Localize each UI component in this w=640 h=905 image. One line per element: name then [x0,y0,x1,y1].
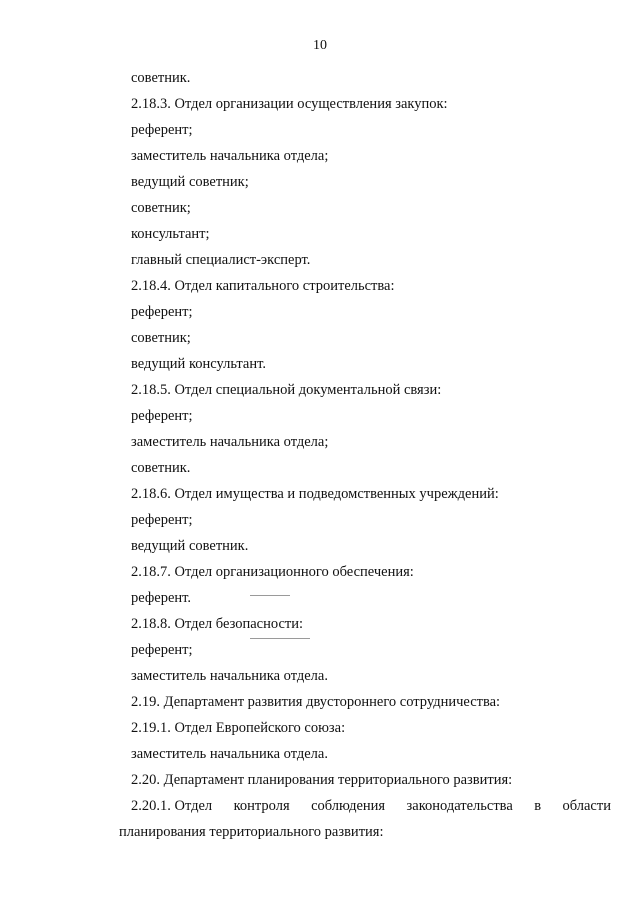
document-line: 2.18.7. Отдел организационного обеспечения: [131,564,414,580]
paragraph-word: законодательства [406,798,513,814]
document-line: 2.19. Департамент развития двустороннего сотрудничества: [131,694,501,710]
document-line: референт; [131,512,193,528]
document-line: заместитель начальника отдела; [131,434,329,450]
document-line: 2.18.6. Отдел имущества и подведомственных учреждений: [131,486,499,502]
document-line: референт; [131,122,193,138]
document-body [119,70,611,840]
document-line: референт; [131,408,193,424]
document-line: заместитель начальника отдела. [131,668,328,684]
paragraph-word: соблюдения [311,798,386,814]
document-line: ведущий советник; [131,174,249,190]
document-line: советник; [131,330,191,346]
paragraph-continuation-line: планирования территориального развития: [119,824,384,840]
document-line: 2.18.4. Отдел капитального строительства: [131,278,395,294]
document-line: 2.18.5. Отдел специальной документальной связи: [131,382,442,398]
paragraph-word: 2.20.1. Отдел [131,798,213,814]
document-line: советник; [131,200,191,216]
document-line: ведущий советник. [131,538,249,554]
document-line: 2.18.8. Отдел безопасности: [131,616,304,632]
document-line: референт; [131,304,193,320]
document-line: ведущий консультант. [131,356,266,372]
document-line: 2.18.3. Отдел организации осуществления закупок: [131,96,448,112]
document-line: референт; [131,642,193,658]
document-line: референт. [131,590,192,606]
document-line: советник. [131,460,191,476]
paragraph-word: в [534,798,542,814]
paragraph-word: области [562,798,611,814]
paragraph-word: контроля [233,798,290,814]
scan-speck [250,595,290,596]
document-line: советник. [131,70,191,86]
document-line: заместитель начальника отдела. [131,746,328,762]
scan-speck [250,638,310,639]
document-line: 2.19.1. Отдел Европейского союза: [131,720,346,736]
document-line: консультант; [131,226,210,242]
document-line: 2.20. Департамент планирования территориального развития: [131,772,513,788]
document-line: заместитель начальника отдела; [131,148,329,164]
justified-paragraph-line [131,798,611,824]
document-line: главный специалист-эксперт. [131,252,311,268]
page-number: 10 [313,38,327,53]
